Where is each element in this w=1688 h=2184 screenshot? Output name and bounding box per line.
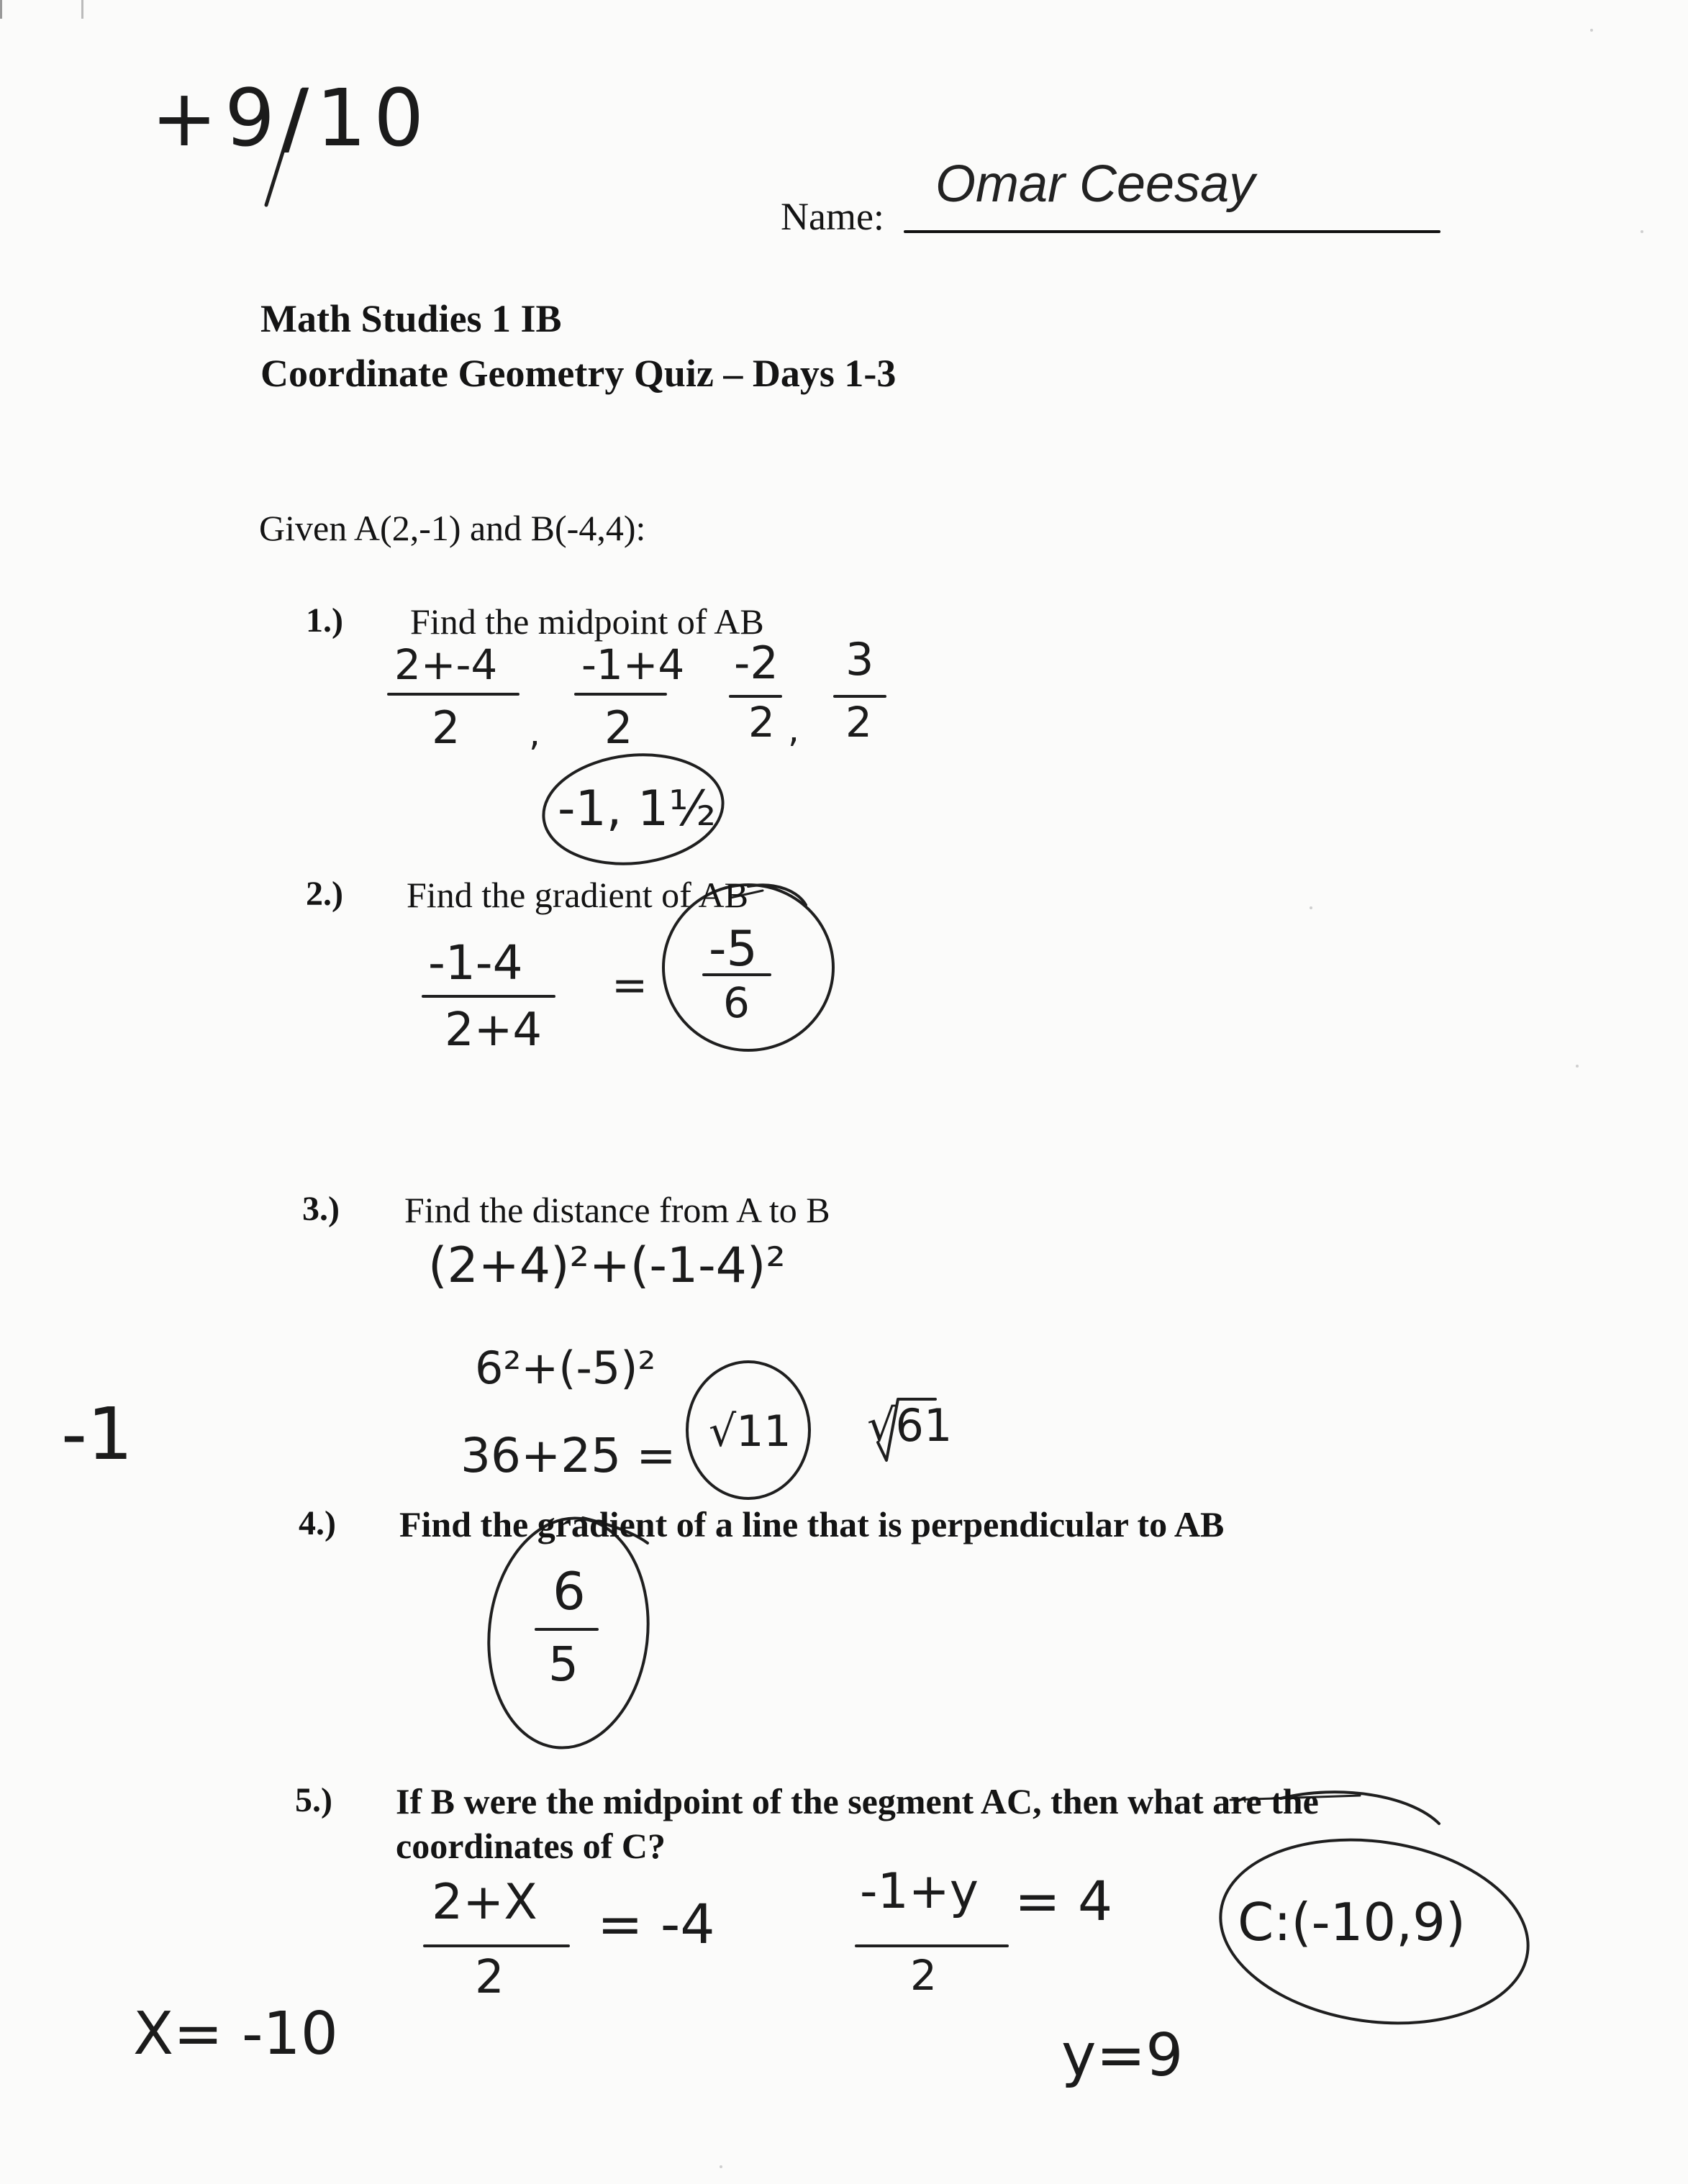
q5-number: 5.) xyxy=(295,1781,332,1819)
q4-answer-num: 6 xyxy=(553,1561,586,1621)
q5-answer: C:(-10,9) xyxy=(1238,1892,1466,1952)
q4-number: 4.) xyxy=(299,1504,336,1542)
margin-deduction: -1 xyxy=(61,1392,133,1476)
q5-eq2-den: 2 xyxy=(910,1951,937,2000)
q5-prompt-line1: If B were the midpoint of the segment AC, then what are the xyxy=(396,1781,1319,1821)
course-title: Math Studies 1 IB xyxy=(260,297,562,340)
quiz-title: Coordinate Geometry Quiz – Days 1-3 xyxy=(260,352,897,395)
q1-frac3-num: -2 xyxy=(734,637,779,689)
q5-eq2-num: -1+y xyxy=(860,1863,979,1920)
q5-eq1-num: 2+X xyxy=(432,1874,537,1931)
given-statement: Given A(2,-1) and B(-4,4): xyxy=(259,508,646,548)
q1-frac2-den: 2 xyxy=(604,701,633,754)
q3-correction: √61 xyxy=(867,1399,953,1452)
q3-line1: (2+4)²+(-1-4)² xyxy=(428,1237,786,1294)
name-label: Name: xyxy=(781,195,884,238)
q2-answer-den: 6 xyxy=(723,978,750,1027)
q2-answer-num: -5 xyxy=(709,921,758,978)
q1-frac3-den: 2 xyxy=(748,698,775,747)
q2-equals: = xyxy=(612,960,648,1011)
q3-number: 3.) xyxy=(302,1190,340,1228)
q2-circle-tail xyxy=(748,885,806,905)
q1-comma-1: , xyxy=(529,712,540,754)
q3-prompt: Find the distance from A to B xyxy=(404,1190,830,1230)
q3-line3: 36+25 = xyxy=(460,1428,676,1483)
q3-circled-answer: √11 xyxy=(709,1406,791,1457)
q2-prompt: Find the gradient of AB xyxy=(407,875,748,915)
q1-frac4-num: 3 xyxy=(845,633,874,686)
score-mark: +9/10 xyxy=(151,72,432,164)
q3-line2: 6²+(-5)² xyxy=(475,1342,656,1394)
q1-answer: -1, 1½ xyxy=(558,781,717,837)
q4-prompt: Find the gradient of a line that is perpendicular to AB xyxy=(399,1504,1225,1544)
q1-frac1-den: 2 xyxy=(432,701,460,754)
q1-comma-2: , xyxy=(788,709,799,750)
q5-eq1-den: 2 xyxy=(475,1951,504,2004)
q1-frac2-num: -1+4 xyxy=(581,640,685,689)
q4-answer-den: 5 xyxy=(548,1637,578,1692)
student-name: Omar Ceesay xyxy=(935,155,1256,213)
q5-prompt-line2: coordinates of C? xyxy=(396,1826,666,1866)
q1-frac1-num: 2+-4 xyxy=(394,640,498,689)
q5-eq1-rhs: = -4 xyxy=(597,1892,715,1956)
q5-y-result: y=9 xyxy=(1061,2021,1184,2090)
q1-prompt: Find the midpoint of AB xyxy=(410,601,764,642)
q5-eq2-rhs: = 4 xyxy=(1015,1869,1113,1933)
q1-frac4-den: 2 xyxy=(845,698,872,747)
q4-answer-circle xyxy=(478,1510,659,1755)
q1-number: 1.) xyxy=(306,601,343,640)
q5-x-result: X= -10 xyxy=(133,2000,338,2068)
q2-number: 2.) xyxy=(306,875,343,913)
q2-frac-num: -1-4 xyxy=(428,935,523,991)
q2-frac-den: 2+4 xyxy=(445,1004,543,1057)
